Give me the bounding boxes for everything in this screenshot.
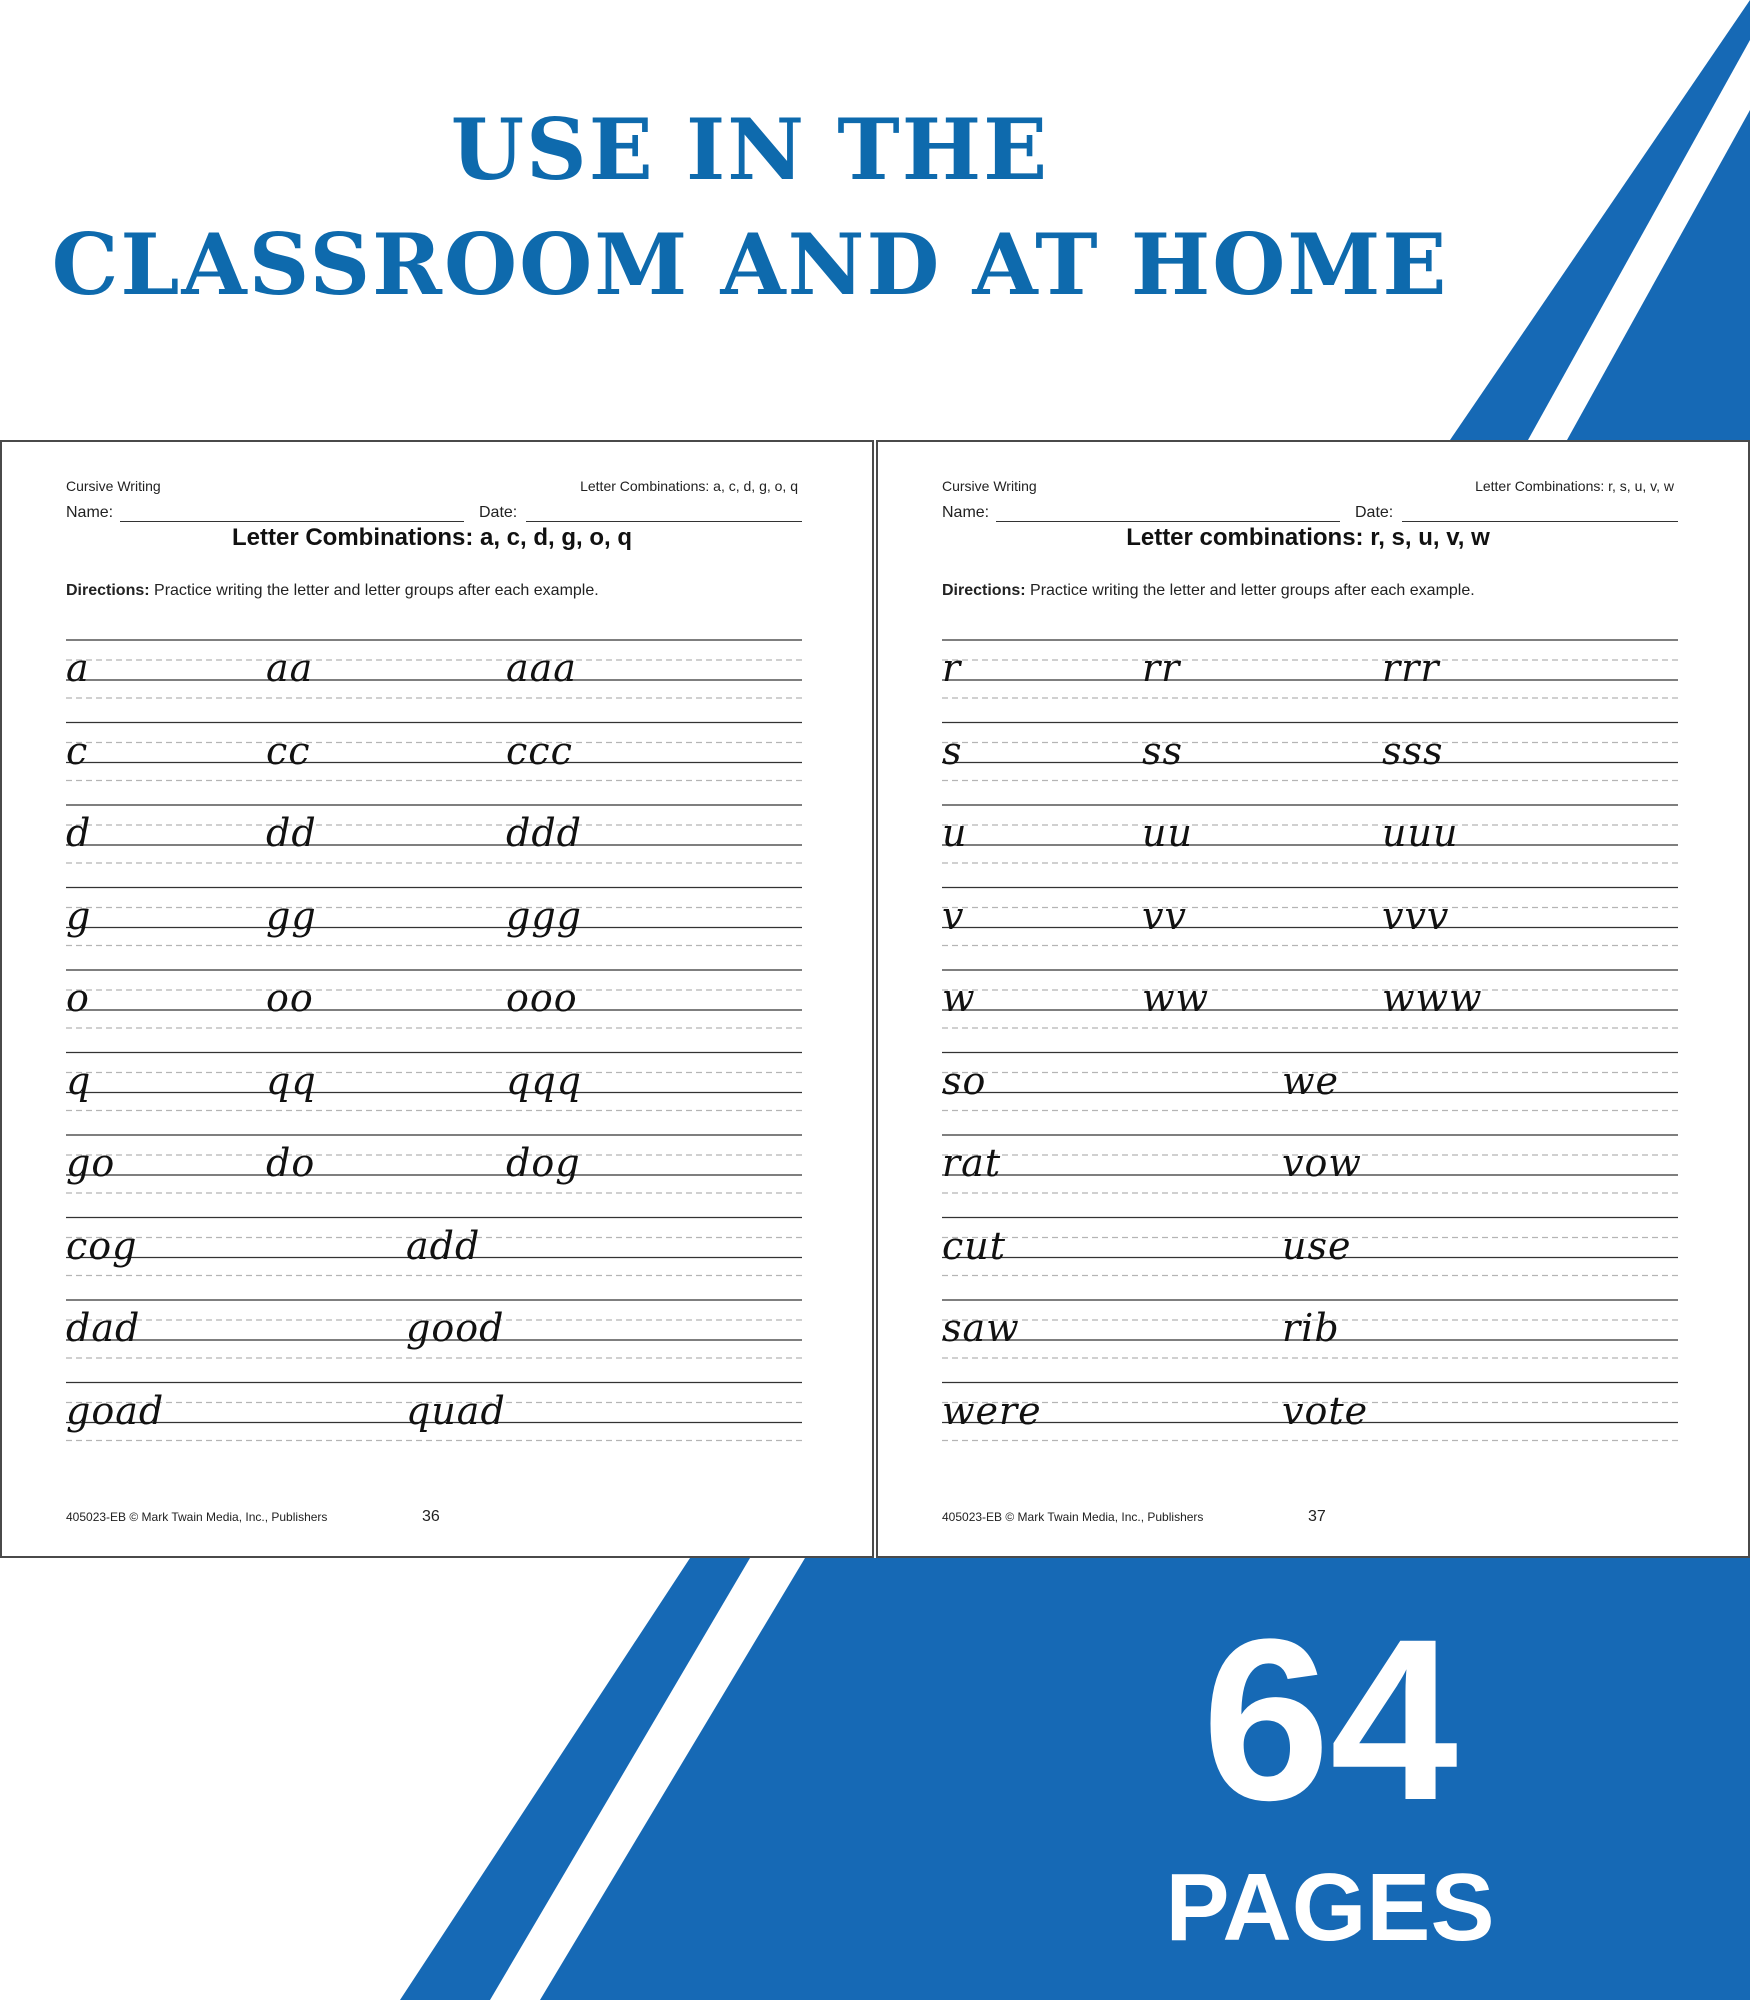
cursive-example: d	[66, 811, 92, 855]
page-number: 36	[422, 1508, 440, 1525]
page-footer: 405023-EB © Mark Twain Media, Inc., Publishers	[942, 1510, 1204, 1524]
series-label: Cursive Writing	[66, 478, 161, 494]
cursive-example: dog	[506, 1141, 581, 1185]
cursive-example: g	[66, 893, 92, 938]
cursive-example: we	[1282, 1058, 1340, 1103]
practice-row	[66, 968, 802, 1050]
cursive-example: add	[406, 1223, 481, 1268]
cursive-example: ooo	[506, 976, 578, 1020]
cursive-example: w	[942, 976, 976, 1020]
practice-row	[942, 1381, 1678, 1463]
cursive-example: do	[266, 1141, 316, 1185]
cursive-example: ddd	[506, 811, 582, 855]
name-label: Name:	[66, 504, 114, 521]
page-count-unit: PAGES	[1165, 1854, 1495, 1961]
practice-row	[942, 886, 1678, 968]
practice-row	[66, 803, 802, 885]
cursive-example: qq	[266, 1058, 317, 1103]
directions	[942, 582, 1674, 600]
cursive-example: ggg	[506, 893, 582, 938]
page-footer: 405023-EB © Mark Twain Media, Inc., Publishers	[66, 1510, 328, 1524]
date-label: Date:	[1355, 504, 1394, 521]
cursive-example: go	[66, 1141, 116, 1185]
cursive-example: rr	[1142, 646, 1181, 690]
practice-row	[66, 1298, 802, 1380]
cursive-example: r	[942, 646, 962, 690]
cursive-example: good	[406, 1306, 505, 1350]
page-title: Letter Combinations: a, c, d, g, o, q	[231, 524, 633, 551]
practice-row	[942, 803, 1678, 885]
cursive-example: u	[942, 811, 968, 855]
series-label: Cursive Writing	[942, 478, 1037, 494]
directions-label: Directions:	[942, 582, 1026, 599]
cursive-example: cut	[942, 1223, 1007, 1268]
date-blank	[526, 521, 802, 522]
name-date-row	[66, 504, 798, 524]
practice-row	[942, 1133, 1678, 1215]
cursive-example: were	[942, 1388, 1042, 1433]
directions-text: Practice writing the letter and letter groups after each example.	[149, 582, 599, 599]
cursive-example: aa	[266, 646, 314, 690]
cursive-example: a	[66, 646, 90, 690]
cursive-example: gg	[266, 893, 317, 938]
cursive-example: goad	[66, 1388, 165, 1433]
name-blank	[120, 521, 464, 522]
practice-row	[942, 638, 1678, 720]
directions	[66, 582, 798, 600]
practice-row	[942, 1051, 1678, 1133]
cursive-example: vow	[1282, 1141, 1362, 1185]
practice-row	[942, 1298, 1678, 1380]
date-label: Date:	[479, 504, 518, 521]
page-header	[942, 478, 1674, 494]
name-blank	[996, 521, 1340, 522]
cursive-example: saw	[942, 1306, 1020, 1350]
page-count: 64	[1202, 1591, 1458, 1848]
cursive-example: aaa	[506, 646, 577, 690]
practice-row	[66, 638, 802, 720]
cursive-example: rib	[1282, 1306, 1340, 1350]
practice-row	[942, 721, 1678, 803]
cursive-example: uu	[1142, 811, 1193, 855]
cursive-example: s	[942, 728, 963, 773]
practice-rows	[942, 638, 1678, 1448]
headline-line-1: USE IN THE	[450, 100, 1050, 199]
bottom-right-band	[540, 1558, 1750, 2000]
cursive-example: vote	[1282, 1388, 1369, 1433]
cursive-example: ccc	[506, 728, 573, 773]
cursive-example: vv	[1142, 893, 1187, 938]
cursive-example: ww	[1142, 976, 1210, 1020]
date-blank	[1402, 521, 1678, 522]
cursive-example: c	[66, 728, 89, 773]
cursive-example: o	[66, 976, 90, 1020]
cursive-example: oo	[266, 976, 314, 1020]
cursive-example: so	[942, 1058, 987, 1103]
practice-row	[66, 1216, 802, 1298]
practice-rows	[66, 638, 802, 1448]
cursive-example: rrr	[1382, 646, 1440, 690]
directions-text: Practice writing the letter and letter groups after each example.	[1025, 582, 1475, 599]
page-header	[66, 478, 798, 494]
practice-row	[942, 968, 1678, 1050]
cursive-example: dad	[66, 1306, 141, 1350]
worksheet-page-right	[876, 440, 1750, 1558]
cursive-example: www	[1382, 976, 1483, 1020]
cursive-example: ss	[1142, 728, 1184, 773]
cursive-example: cc	[266, 728, 311, 773]
cursive-example: dd	[266, 811, 317, 855]
cursive-example: qqq	[506, 1058, 582, 1103]
name-label: Name:	[942, 504, 990, 521]
practice-row	[66, 1051, 802, 1133]
worksheet-page-left	[0, 440, 874, 1558]
header-topic: Letter Combinations: r, s, u, v, w	[1475, 478, 1674, 494]
cursive-example: rat	[942, 1141, 1002, 1185]
page-title: Letter combinations: r, s, u, v, w	[1126, 524, 1490, 551]
practice-row	[66, 1381, 802, 1463]
header-topic: Letter Combinations: a, c, d, g, o, q	[580, 478, 798, 494]
cursive-example: uuu	[1382, 811, 1459, 855]
cursive-example: cog	[66, 1223, 138, 1268]
cursive-example: vvv	[1382, 893, 1450, 938]
practice-row	[942, 1216, 1678, 1298]
cursive-example: q	[66, 1058, 92, 1103]
practice-row	[66, 1133, 802, 1215]
cursive-example: v	[942, 893, 965, 938]
page-number: 37	[1308, 1508, 1326, 1525]
directions-label: Directions:	[66, 582, 150, 599]
headline-line-2: CLASSROOM AND AT HOME	[51, 215, 1449, 314]
practice-row	[66, 721, 802, 803]
cursive-example: sss	[1382, 728, 1444, 773]
practice-row	[66, 886, 802, 968]
cursive-example: quad	[406, 1388, 506, 1433]
cursive-example: use	[1282, 1223, 1352, 1268]
name-date-row	[942, 504, 1674, 524]
